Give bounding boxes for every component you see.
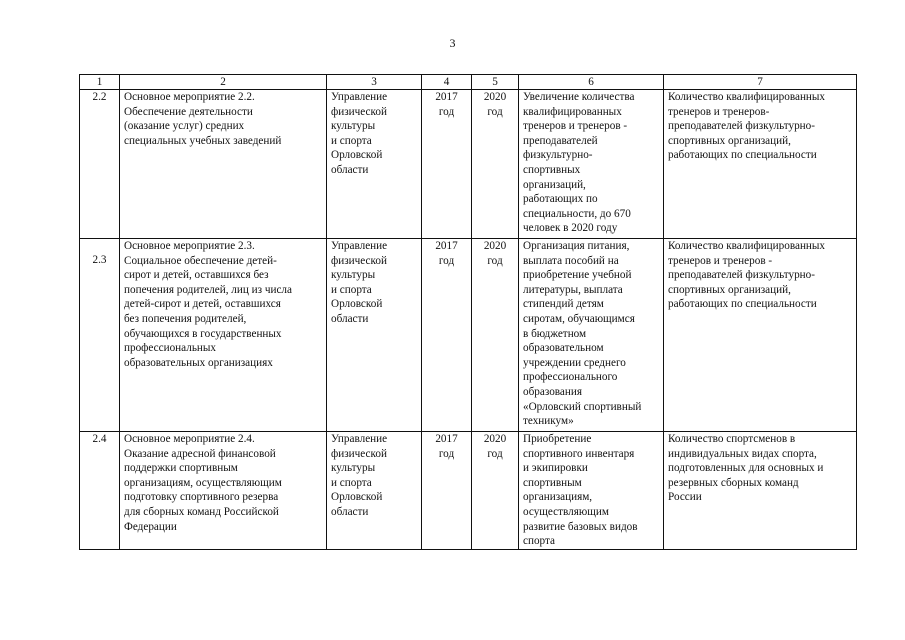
start-year-cell: 2017 год [422, 90, 472, 239]
column-header: 1 [80, 75, 120, 90]
result-cell: Организация питания, выплата пособий на приобретение учебной литературы, выплата стипендий детям сиротам, обучающимся в бюджетном образовательном учреждении среднего профессионального образования «Орловский спортивный техникум» [519, 239, 664, 432]
column-header: 7 [664, 75, 857, 90]
row-number: 2.2 [80, 90, 120, 239]
column-header: 3 [327, 75, 422, 90]
event-cell: Основное мероприятие 2.4. Оказание адресной финансовой поддержки спортивным организациям, осуществляющим подготовку спортивного резерва для сборных команд Российской Федерации [120, 432, 327, 550]
event-cell: Основное мероприятие 2.3. Социальное обеспечение детей- сирот и детей, оставшихся без попечения родителей, лиц из числа детей-сирот и детей, оставшихся без попечения родителей, обучающихся в государственных профессиональных образовательных организациях [120, 239, 327, 432]
column-header: 2 [120, 75, 327, 90]
column-header: 4 [422, 75, 472, 90]
table-header-row [80, 75, 857, 90]
executor-cell: Управление физической культуры и спорта Орловской области [327, 239, 422, 432]
page-number: 3 [449, 36, 456, 50]
row-number-text: 2.3 [92, 254, 107, 266]
event-cell: Основное мероприятие 2.2. Обеспечение деятельности (оказание услуг) средних специальных учебных заведений [120, 90, 327, 239]
executor-cell: Управление физической культуры и спорта Орловской области [327, 90, 422, 239]
executor-cell: Управление физической культуры и спорта Орловской области [327, 432, 422, 550]
row-number [80, 239, 120, 432]
row-number: 2.4 [80, 432, 120, 550]
column-header: 6 [519, 75, 664, 90]
result-cell: Увеличение количества квалифицированных тренеров и тренеров - преподавателей физкультурно- спортивных организаций, работающих по специальности, до 670 человек в 2020 году [519, 90, 664, 239]
table-row [80, 239, 857, 432]
start-year-cell: 2017 год [422, 239, 472, 432]
table-row [80, 90, 857, 239]
indicator-cell: Количество квалифицированных тренеров и тренеров - преподавателей физкультурно- спортивных организаций, работающих по специальности [664, 239, 857, 432]
start-year-cell: 2017 год [422, 432, 472, 550]
program-activities-table [79, 74, 857, 550]
indicator-cell: Количество квалифицированных тренеров и тренеров- преподавателей физкультурно- спортивных организаций, работающих по специальности [664, 90, 857, 239]
end-year-cell: 2020 год [472, 239, 519, 432]
table-row [80, 432, 857, 550]
indicator-cell: Количество спортсменов в индивидуальных видах спорта, подготовленных для основных и резервных сборных команд России [664, 432, 857, 550]
end-year-cell: 2020 год [472, 432, 519, 550]
column-header: 5 [472, 75, 519, 90]
result-cell: Приобретение спортивного инвентаря и экипировки спортивным организациям, осуществляющим развитие базовых видов спорта [519, 432, 664, 550]
end-year-cell: 2020 год [472, 90, 519, 239]
